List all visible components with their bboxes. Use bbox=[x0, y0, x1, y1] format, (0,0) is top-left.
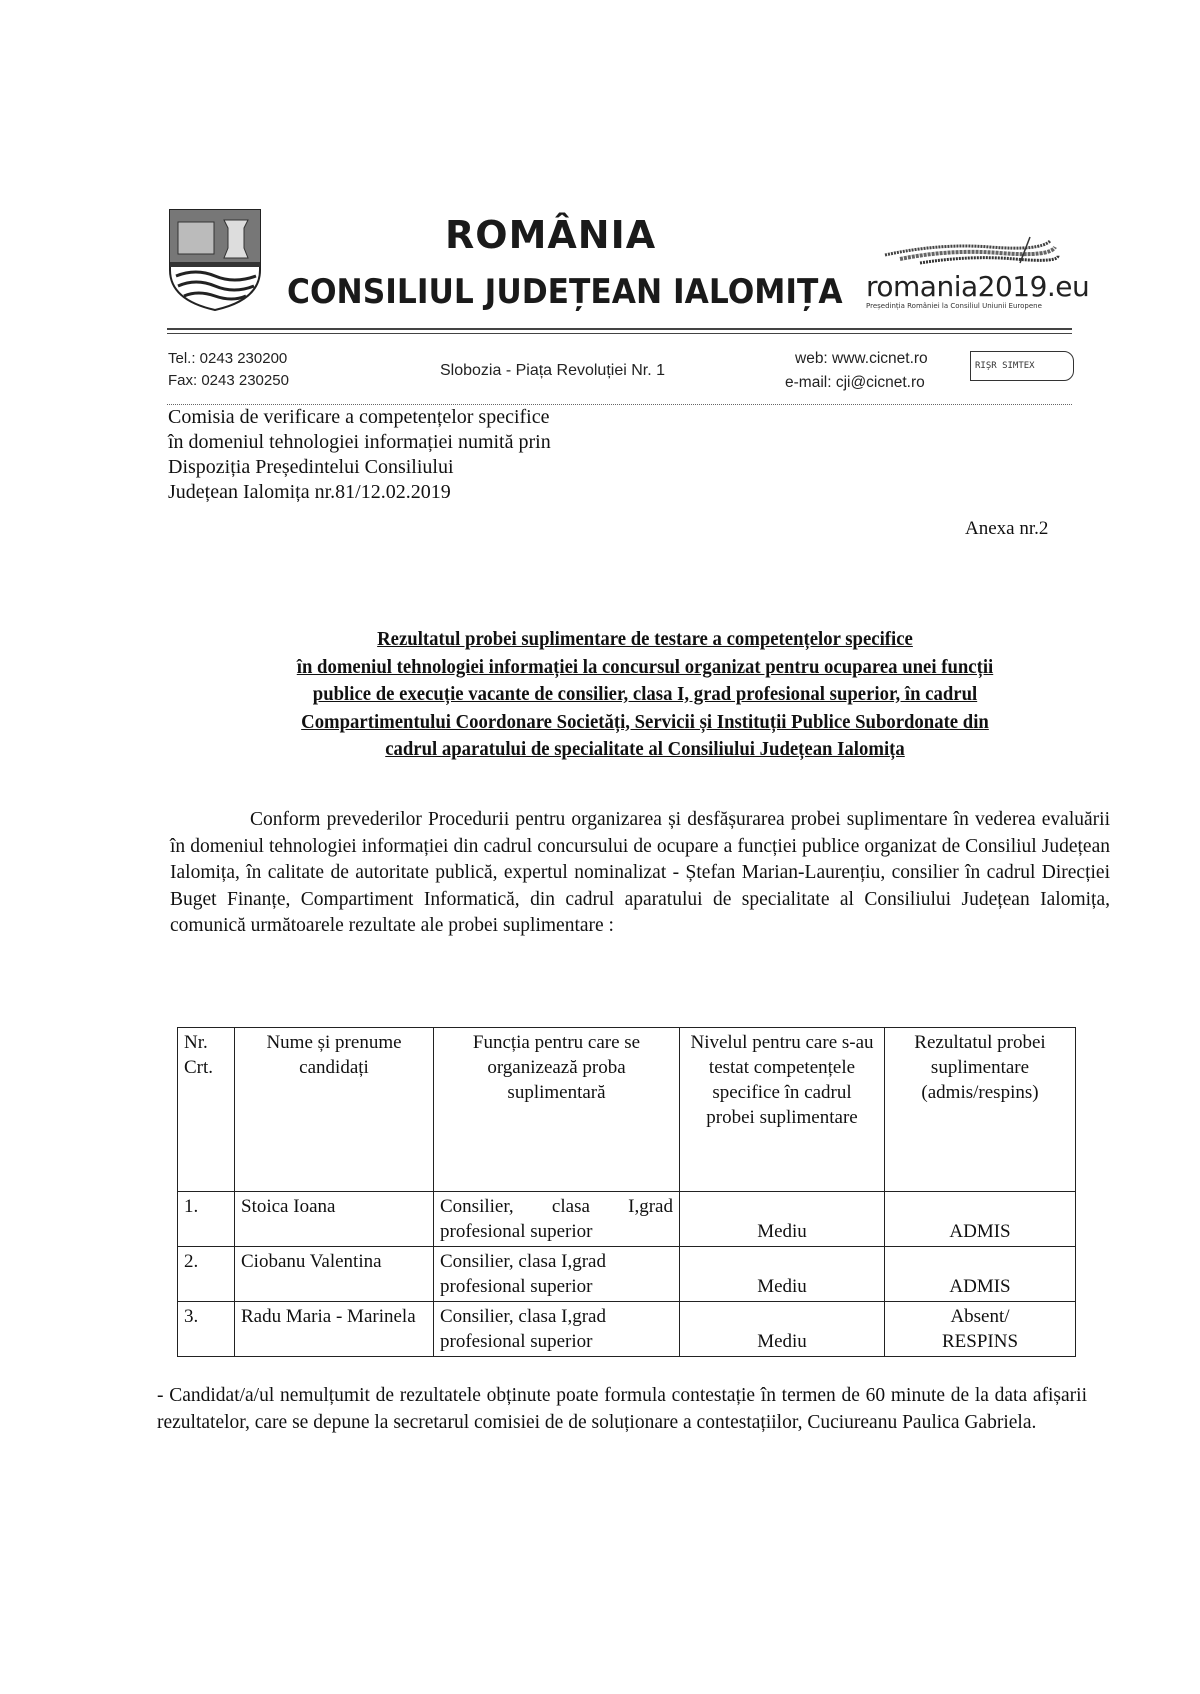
commission-line: în domeniul tehnologiei informației numită prin bbox=[168, 431, 551, 453]
cell-result: ADMIS bbox=[885, 1247, 1076, 1302]
intro-text: Conform prevederilor Procedurii pentru organizarea și desfășurarea probei suplimentare în vederea evaluării în domeniul tehnologiei informației din cadrul concursului de ocupare a funcției publice organizat de Consiliul Județean Ialomița, în calitate de autoritate publică, expertul nominalizat - Ștefan Marian-Laurențiu, consilier în cadrul Direcției Buget Finanțe, Compartiment Informatică, din cadrul aparatului de specialitate al Consiliului Județean Ialomița, comunică următoarele rezultate ale probei suplimentare : bbox=[170, 809, 1110, 936]
annex-label: Anexa nr.2 bbox=[965, 518, 1049, 539]
table-header-row bbox=[178, 1028, 1076, 1192]
commission-line: Județean Ialomița nr.81/12.02.2019 bbox=[168, 481, 451, 503]
table-row bbox=[178, 1302, 1076, 1357]
header-rule bbox=[167, 328, 1072, 330]
certification-label: RIȘR SIMTEX bbox=[970, 351, 1074, 381]
certification-badge bbox=[970, 345, 1074, 385]
campaign-logo: romania2019.eu bbox=[866, 270, 1090, 303]
header-rule-thin bbox=[167, 333, 1072, 334]
title-line: cadrul aparatului de specialitate al Consiliului Județean Ialomița bbox=[385, 739, 905, 760]
cell-nr: 1. bbox=[178, 1192, 235, 1247]
title-line: publice de execuție vacante de consilier, clasa I, grad profesional superior, în cadrul bbox=[312, 684, 978, 705]
appeal-note: - Candidat/a/ul nemulțumit de rezultatele obținute poate formula contestație în termen de 60 minute de la data afișarii rezultatelor, care se depune la secretarul comisiei de de soluționare a contestațiilor, Cuciureanu Paulica Gabriela. bbox=[157, 1385, 1087, 1433]
website-link[interactable]: web: www.cicnet.ro bbox=[795, 350, 928, 367]
phone: Tel.: 0243 230200 bbox=[168, 350, 288, 367]
cell-result: Absent/ RESPINS bbox=[885, 1302, 1076, 1357]
header-level: Nivelul pentru care s-au testat competențele specifice în cadrul probei suplimentare bbox=[680, 1028, 885, 1192]
header-result: Rezultatul probei suplimentare (admis/respins) bbox=[885, 1028, 1076, 1192]
cell-name: Stoica Ioana bbox=[235, 1192, 434, 1247]
eu-presidency-flag-icon bbox=[880, 235, 1060, 265]
intro-paragraph bbox=[170, 807, 1110, 940]
letterhead-institution: CONSILIUL JUDEȚEAN IALOMIȚA bbox=[287, 272, 843, 312]
header-name: Nume și prenume candidați bbox=[235, 1028, 434, 1192]
results-table bbox=[177, 1027, 1076, 1357]
commission-block bbox=[168, 405, 551, 505]
header-function: Funcția pentru care se organizează proba suplimentară bbox=[434, 1028, 680, 1192]
address: Slobozia - Piața Revoluției Nr. 1 bbox=[440, 362, 665, 379]
title-line: Compartimentului Coordonare Societăți, Servicii și Instituții Publice Subordonate din bbox=[301, 711, 989, 733]
cell-function: Consilier, clasa I,grad profesional superior bbox=[434, 1302, 680, 1357]
cell-function: Consilier, clasa I,grad profesional superior bbox=[434, 1192, 680, 1247]
commission-line: Dispoziția Președintelui Consiliului bbox=[168, 456, 454, 478]
header-nr: Nr. Crt. bbox=[178, 1028, 235, 1192]
cell-name: Ciobanu Valentina bbox=[235, 1247, 434, 1302]
letterhead-country: ROMÂNIA bbox=[445, 213, 657, 257]
table-row bbox=[178, 1192, 1076, 1247]
cell-result: ADMIS bbox=[885, 1192, 1076, 1247]
cell-level: Mediu bbox=[680, 1302, 885, 1357]
cell-name: Radu Maria - Marinela bbox=[235, 1302, 434, 1357]
fax: Fax: 0243 230250 bbox=[168, 372, 289, 389]
table-row bbox=[178, 1247, 1076, 1302]
title-line: Rezultatul probei suplimentare de testare a competențelor specifice bbox=[377, 629, 913, 650]
campaign-subtitle: Președinția României la Consiliul Uniunii Europene bbox=[866, 302, 1042, 310]
coat-of-arms-icon bbox=[168, 208, 262, 312]
cell-function: Consilier, clasa I,grad profesional superior bbox=[434, 1247, 680, 1302]
cell-level: Mediu bbox=[680, 1247, 885, 1302]
cell-level: Mediu bbox=[680, 1192, 885, 1247]
commission-line: Comisia de verificare a competențelor specifice bbox=[168, 406, 550, 428]
document-title bbox=[189, 626, 1101, 764]
cell-nr: 3. bbox=[178, 1302, 235, 1357]
cell-nr: 2. bbox=[178, 1247, 235, 1302]
title-line: în domeniul tehnologiei informației la concursul organizat pentru ocuparea unei funcții bbox=[296, 656, 994, 678]
email-link[interactable]: e-mail: cji@cicnet.ro bbox=[785, 374, 925, 391]
